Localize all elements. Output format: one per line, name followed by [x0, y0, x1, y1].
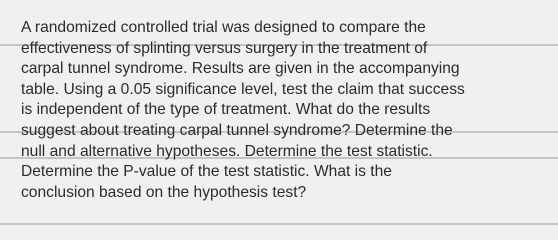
question-text: A randomized controlled trial was designed to compare the effectiveness of splinting versus surgery in the treatment of carpal tunnel syndrome. Results are given in the accompanying table. Using a 0.05 significance level, test the claim that success is independent of the type of treatment. What do the results suggest about treating carpal tunnel syndrome? Determine the null and alternative hypotheses. Determine the test statistic. Determine the P-value of the test statistic. What is the conclusion based on the hypothesis test? — [21, 19, 465, 201]
divider-line — [0, 223, 558, 225]
